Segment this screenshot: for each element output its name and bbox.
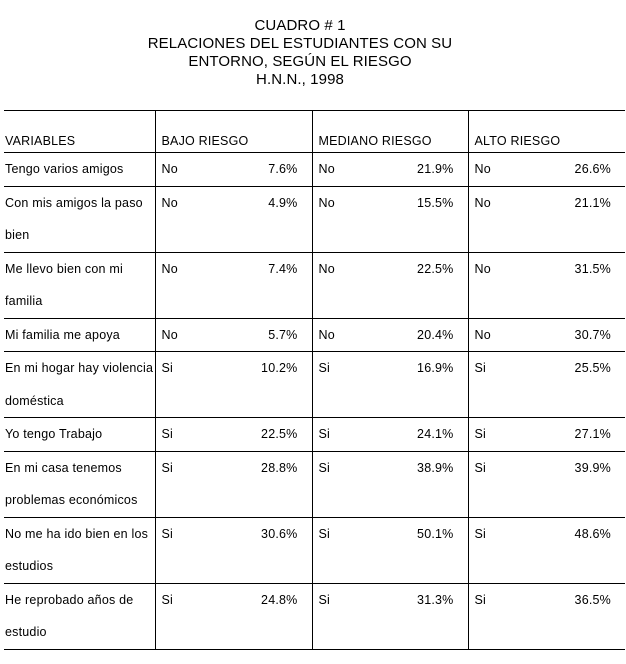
alto-riesgo-cell (468, 418, 625, 452)
answer-label: Si (161, 460, 174, 475)
answer-label: Si (474, 361, 487, 375)
percentage-value: 7.4% (268, 261, 298, 276)
mediano-riesgo-cell (312, 318, 468, 352)
bajo-riesgo-cell (155, 186, 312, 252)
percentage-value: 4.9% (268, 195, 298, 210)
variable-cell: En mi casa tenemos problemas económicos (4, 451, 155, 517)
percentage-value: 27.1% (574, 427, 611, 441)
table-row (4, 186, 625, 252)
answer-label: No (161, 195, 178, 210)
title-line-3: ENTORNO, SEGÚN EL RIESGO (188, 53, 412, 70)
alto-riesgo-cell (468, 252, 625, 318)
percentage-value: 10.2% (261, 361, 298, 375)
bajo-riesgo-cell (155, 318, 312, 352)
mediano-riesgo-cell (312, 352, 468, 418)
answer-label: Si (318, 427, 331, 441)
bajo-riesgo-cell (155, 517, 312, 583)
percentage-value: 5.7% (268, 327, 298, 342)
answer-label: No (474, 195, 491, 210)
table-row (4, 153, 625, 187)
alto-riesgo-cell (468, 451, 625, 517)
percentage-value: 48.6% (574, 526, 611, 541)
percentage-value: 39.9% (574, 460, 611, 475)
header-row (4, 111, 625, 153)
data-table (4, 110, 625, 650)
answer-label: Si (161, 427, 174, 441)
variable-cell: Tengo varios amigos (4, 153, 155, 187)
alto-riesgo-cell (468, 153, 625, 187)
percentage-value: 15.5% (417, 195, 454, 210)
answer-label: Si (474, 427, 487, 441)
alto-riesgo-cell (468, 186, 625, 252)
variable-cell: Yo tengo Trabajo (4, 418, 155, 452)
header-alto-riesgo: ALTO RIESGO (468, 111, 625, 153)
mediano-riesgo-cell (312, 153, 468, 187)
bajo-riesgo-cell (155, 252, 312, 318)
variable-cell: No me ha ido bien en los estudios (4, 517, 155, 583)
variable-cell: Mi familia me apoya (4, 318, 155, 352)
answer-label: Si (318, 361, 331, 375)
percentage-value: 30.7% (574, 327, 611, 342)
mediano-riesgo-cell (312, 517, 468, 583)
table-row (4, 318, 625, 352)
table-body (4, 111, 625, 650)
answer-label: No (161, 327, 178, 342)
answer-label: No (318, 327, 335, 342)
mediano-riesgo-cell (312, 186, 468, 252)
table-row (4, 583, 625, 649)
percentage-value: 38.9% (417, 460, 454, 475)
percentage-value: 24.8% (261, 592, 298, 607)
alto-riesgo-cell (468, 352, 625, 418)
percentage-value: 26.6% (574, 162, 611, 176)
percentage-value: 16.9% (417, 361, 454, 375)
table-row (4, 352, 625, 418)
percentage-value: 25.5% (574, 361, 611, 375)
variable-cell: En mi hogar hay violencia doméstica (4, 352, 155, 418)
table-row (4, 418, 625, 452)
bajo-riesgo-cell (155, 418, 312, 452)
percentage-value: 22.5% (261, 427, 298, 441)
answer-label: No (474, 327, 491, 342)
answer-label: Si (161, 592, 174, 607)
table-row (4, 451, 625, 517)
title-line-1: CUADRO # 1 (254, 17, 346, 34)
bajo-riesgo-cell (155, 451, 312, 517)
mediano-riesgo-cell (312, 418, 468, 452)
variable-cell: Con mis amigos la paso bien (4, 186, 155, 252)
table-title (0, 17, 600, 89)
header-variables: VARIABLES (4, 111, 155, 153)
answer-label: No (318, 195, 335, 210)
answer-label: Si (474, 460, 487, 475)
answer-label: No (474, 162, 491, 176)
percentage-value: 36.5% (574, 592, 611, 607)
percentage-value: 20.4% (417, 327, 454, 342)
answer-label: No (474, 261, 491, 276)
mediano-riesgo-cell (312, 252, 468, 318)
variable-cell: He reprobado años de estudio (4, 583, 155, 649)
answer-label: Si (318, 592, 331, 607)
percentage-value: 31.5% (574, 261, 611, 276)
alto-riesgo-cell (468, 517, 625, 583)
bajo-riesgo-cell (155, 583, 312, 649)
percentage-value: 21.1% (574, 195, 611, 210)
bajo-riesgo-cell (155, 352, 312, 418)
mediano-riesgo-cell (312, 583, 468, 649)
answer-label: Si (474, 526, 487, 541)
answer-label: No (161, 162, 178, 176)
answer-label: Si (318, 460, 331, 475)
table-row (4, 517, 625, 583)
percentage-value: 28.8% (261, 460, 298, 475)
answer-label: Si (161, 361, 174, 375)
variable-cell: Me llevo bien con mi familia (4, 252, 155, 318)
mediano-riesgo-cell (312, 451, 468, 517)
percentage-value: 22.5% (417, 261, 454, 276)
alto-riesgo-cell (468, 318, 625, 352)
alto-riesgo-cell (468, 583, 625, 649)
percentage-value: 30.6% (261, 526, 298, 541)
table-row (4, 252, 625, 318)
percentage-value: 21.9% (417, 162, 454, 176)
percentage-value: 50.1% (417, 526, 454, 541)
header-bajo-riesgo: BAJO RIESGO (155, 111, 312, 153)
title-line-2: RELACIONES DEL ESTUDIANTES CON SU (147, 35, 453, 52)
percentage-value: 31.3% (417, 592, 454, 607)
header-mediano-riesgo: MEDIANO RIESGO (312, 111, 468, 153)
title-line-4: H.N.N., 1998 (256, 71, 344, 88)
answer-label: Si (474, 592, 487, 607)
answer-label: Si (161, 526, 174, 541)
bajo-riesgo-cell (155, 153, 312, 187)
answer-label: No (318, 162, 335, 176)
percentage-value: 7.6% (268, 162, 298, 176)
percentage-value: 24.1% (417, 427, 454, 441)
answer-label: No (318, 261, 335, 276)
answer-label: No (161, 261, 178, 276)
answer-label: Si (318, 526, 331, 541)
